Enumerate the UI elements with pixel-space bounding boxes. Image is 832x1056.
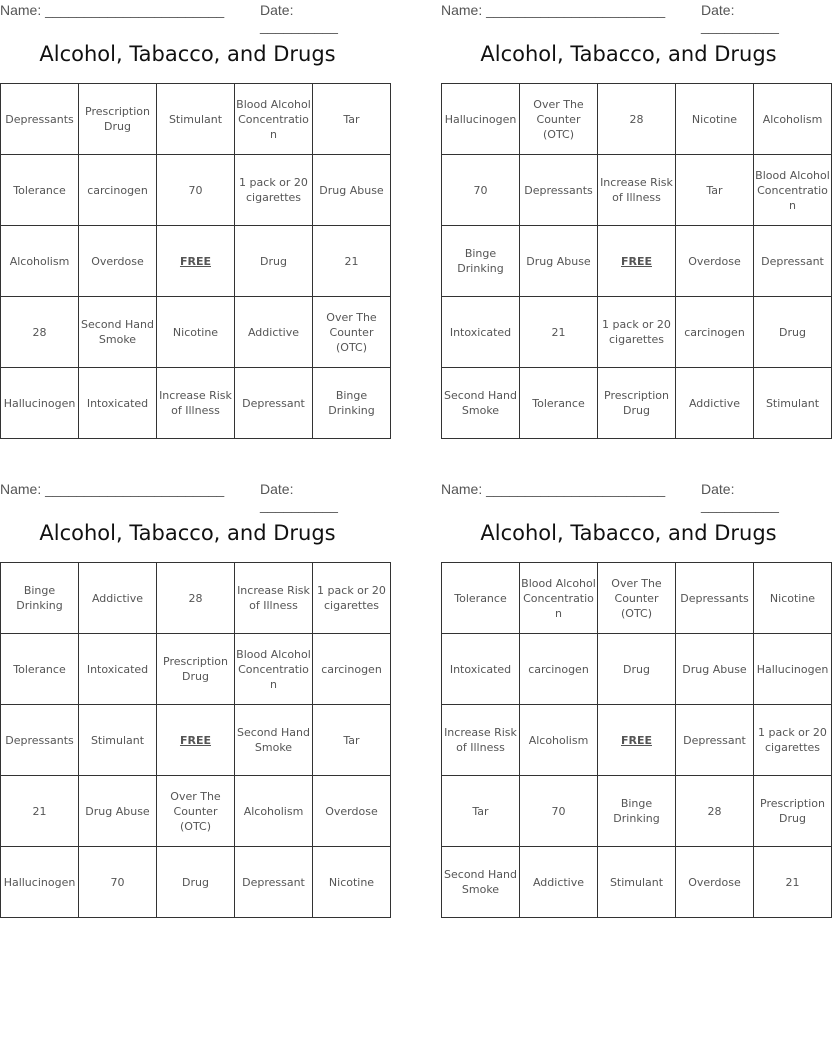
card-header — [0, 479, 375, 513]
bingo-cell: Alcoholism — [235, 776, 313, 847]
bingo-cell: Overdose — [313, 776, 391, 847]
bingo-cell: Increase Risk of Illness — [235, 563, 313, 634]
grid-row — [1, 226, 391, 297]
bingo-cell: Tar — [442, 776, 520, 847]
grid-row — [442, 563, 832, 634]
grid-row — [1, 634, 391, 705]
bingo-cell: Tolerance — [1, 634, 79, 705]
bingo-cell: Over The Counter (OTC) — [598, 563, 676, 634]
bingo-cell: Addictive — [235, 297, 313, 368]
grid-row — [442, 84, 832, 155]
bingo-cell: 70 — [157, 155, 235, 226]
bingo-cell: Overdose — [79, 226, 157, 297]
card-header — [441, 479, 816, 513]
bingo-cell: Prescription Drug — [598, 368, 676, 439]
bingo-cell: carcinogen — [79, 155, 157, 226]
grid-row — [442, 155, 832, 226]
bingo-cell: Prescription Drug — [754, 776, 832, 847]
bingo-cell: Stimulant — [157, 84, 235, 155]
bingo-cell: Drug — [235, 226, 313, 297]
bingo-cell: Tolerance — [442, 563, 520, 634]
bingo-cell: Drug — [598, 634, 676, 705]
bingo-grid — [441, 83, 832, 439]
grid-row — [1, 84, 391, 155]
bingo-cell: Hallucinogen — [442, 84, 520, 155]
bingo-grid — [441, 562, 832, 918]
grid-row — [1, 705, 391, 776]
bingo-cell: Depressants — [520, 155, 598, 226]
card-header — [0, 0, 375, 34]
bingo-cell: Alcoholism — [520, 705, 598, 776]
bingo-cell: Over The Counter (OTC) — [520, 84, 598, 155]
bingo-cell: Nicotine — [157, 297, 235, 368]
bingo-cell: Prescription Drug — [79, 84, 157, 155]
bingo-cell: 1 pack or 20 cigarettes — [313, 563, 391, 634]
bingo-cell: carcinogen — [520, 634, 598, 705]
bingo-cell: Alcoholism — [1, 226, 79, 297]
bingo-cell: Second Hand Smoke — [235, 705, 313, 776]
bingo-cell: Overdose — [676, 847, 754, 918]
bingo-cell: Depressant — [676, 705, 754, 776]
date-field: Date: __________ — [701, 481, 779, 513]
bingo-cell: Overdose — [676, 226, 754, 297]
name-field: Name: _______________________ — [0, 2, 225, 18]
bingo-cell: Hallucinogen — [1, 847, 79, 918]
bingo-cell: Stimulant — [754, 368, 832, 439]
grid-row — [1, 155, 391, 226]
bingo-cell: Drug — [754, 297, 832, 368]
free-space: FREE — [157, 705, 235, 776]
grid-row — [1, 847, 391, 918]
name-field: Name: _______________________ — [0, 481, 225, 497]
grid-row — [1, 776, 391, 847]
bingo-cell: Prescription Drug — [157, 634, 235, 705]
bingo-cell: 70 — [520, 776, 598, 847]
bingo-cell: Depressants — [1, 84, 79, 155]
bingo-cell: Tolerance — [520, 368, 598, 439]
bingo-cell: Nicotine — [754, 563, 832, 634]
free-space: FREE — [598, 226, 676, 297]
bingo-cell: Alcoholism — [754, 84, 832, 155]
grid-row — [442, 705, 832, 776]
bingo-cell: Addictive — [676, 368, 754, 439]
grid-row — [442, 297, 832, 368]
card-title: Alcohol, Tabacco, and Drugs — [480, 42, 777, 66]
bingo-cell: 21 — [754, 847, 832, 918]
bingo-grid — [0, 83, 391, 439]
grid-row — [1, 368, 391, 439]
bingo-cell: 28 — [676, 776, 754, 847]
bingo-cell: Nicotine — [313, 847, 391, 918]
bingo-cell: Depressant — [235, 368, 313, 439]
bingo-cell: 70 — [442, 155, 520, 226]
bingo-cell: Over The Counter (OTC) — [313, 297, 391, 368]
bingo-cell: Binge Drinking — [598, 776, 676, 847]
bingo-cell: Intoxicated — [442, 634, 520, 705]
date-field: Date: __________ — [260, 2, 338, 34]
bingo-cell: 70 — [79, 847, 157, 918]
bingo-cell: Second Hand Smoke — [442, 847, 520, 918]
grid-row — [442, 226, 832, 297]
bingo-cell: Depressant — [235, 847, 313, 918]
bingo-cell: Second Hand Smoke — [442, 368, 520, 439]
bingo-cell: Tar — [313, 705, 391, 776]
bingo-cell: Tar — [676, 155, 754, 226]
free-space: FREE — [157, 226, 235, 297]
bingo-cell: 1 pack or 20 cigarettes — [598, 297, 676, 368]
bingo-cell: Depressants — [1, 705, 79, 776]
bingo-cell: Drug — [157, 847, 235, 918]
name-field: Name: _______________________ — [441, 481, 666, 497]
free-space: FREE — [598, 705, 676, 776]
bingo-cell: Hallucinogen — [1, 368, 79, 439]
grid-row — [442, 847, 832, 918]
bingo-cell: 21 — [520, 297, 598, 368]
bingo-cell: Intoxicated — [79, 634, 157, 705]
bingo-cell: Blood Alcohol Concentration — [754, 155, 832, 226]
bingo-cell: Drug Abuse — [313, 155, 391, 226]
bingo-cell: Intoxicated — [442, 297, 520, 368]
bingo-cell: Increase Risk of Illness — [442, 705, 520, 776]
bingo-cell: Blood Alcohol Concentration — [235, 84, 313, 155]
bingo-cell: Over The Counter (OTC) — [157, 776, 235, 847]
bingo-grid — [0, 562, 391, 918]
grid-row — [442, 634, 832, 705]
grid-row — [1, 297, 391, 368]
bingo-cell: Tar — [313, 84, 391, 155]
grid-row — [442, 776, 832, 847]
card-header — [441, 0, 816, 34]
bingo-cell: Nicotine — [676, 84, 754, 155]
bingo-cell: Increase Risk of Illness — [598, 155, 676, 226]
bingo-cell: Binge Drinking — [1, 563, 79, 634]
bingo-cell: carcinogen — [313, 634, 391, 705]
bingo-cell: Second Hand Smoke — [79, 297, 157, 368]
bingo-cell: Binge Drinking — [442, 226, 520, 297]
bingo-cell: 21 — [1, 776, 79, 847]
bingo-cell: Tolerance — [1, 155, 79, 226]
bingo-cell: 1 pack or 20 cigarettes — [235, 155, 313, 226]
bingo-cell: Blood Alcohol Concentration — [520, 563, 598, 634]
date-field: Date: __________ — [701, 2, 779, 34]
bingo-cell: Hallucinogen — [754, 634, 832, 705]
bingo-cell: Addictive — [520, 847, 598, 918]
card-title: Alcohol, Tabacco, and Drugs — [39, 42, 336, 66]
bingo-cell: Increase Risk of Illness — [157, 368, 235, 439]
bingo-cell: Depressant — [754, 226, 832, 297]
bingo-cell: Stimulant — [79, 705, 157, 776]
name-field: Name: _______________________ — [441, 2, 666, 18]
bingo-cell: Addictive — [79, 563, 157, 634]
bingo-cell: 1 pack or 20 cigarettes — [754, 705, 832, 776]
bingo-cell: Binge Drinking — [313, 368, 391, 439]
card-title: Alcohol, Tabacco, and Drugs — [39, 521, 336, 545]
date-field: Date: __________ — [260, 481, 338, 513]
bingo-cell: carcinogen — [676, 297, 754, 368]
bingo-cell: 28 — [1, 297, 79, 368]
grid-row — [442, 368, 832, 439]
bingo-cell: Stimulant — [598, 847, 676, 918]
bingo-cell: Drug Abuse — [520, 226, 598, 297]
grid-row — [1, 563, 391, 634]
card-title: Alcohol, Tabacco, and Drugs — [480, 521, 777, 545]
bingo-cell: 21 — [313, 226, 391, 297]
bingo-cell: Drug Abuse — [79, 776, 157, 847]
bingo-cell: Depressants — [676, 563, 754, 634]
bingo-cell: Drug Abuse — [676, 634, 754, 705]
bingo-cell: 28 — [157, 563, 235, 634]
bingo-cell: 28 — [598, 84, 676, 155]
bingo-cell: Blood Alcohol Concentration — [235, 634, 313, 705]
bingo-cell: Intoxicated — [79, 368, 157, 439]
